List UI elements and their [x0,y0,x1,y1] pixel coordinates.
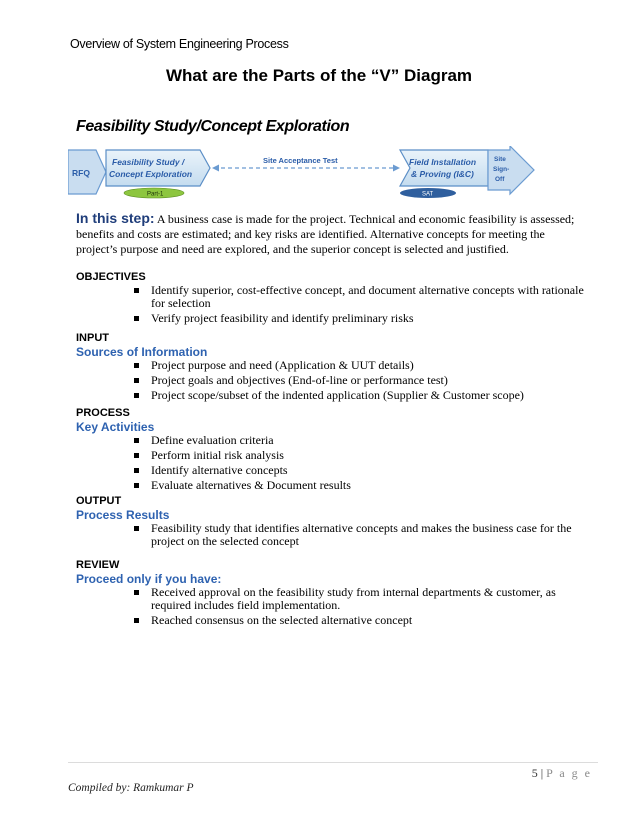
intro-lead: In this step: [76,210,155,226]
process-list [76,434,586,492]
page-number [532,766,592,781]
list-item [76,479,586,492]
bullet-square-icon [134,453,139,458]
bullet-square-icon [134,618,139,623]
bullet-square-icon [134,590,139,595]
bullet-square-icon [134,526,139,531]
page-separator: | [540,766,544,780]
list-item-text: Project goals and objectives (End-of-line or performance test) [151,373,448,387]
page-number-value: 5 [531,766,538,780]
compiled-by: Compiled by: Ramkumar P [68,782,194,794]
list-item [76,522,586,548]
process-section [76,406,586,494]
running-header: Overview of System Engineering Process [70,37,289,51]
bullet-square-icon [134,468,139,473]
signoff-line1: Site [494,156,506,163]
page-word: P a g e [546,766,592,780]
field-installation-box [400,150,488,186]
process-subheading: Key Activities [76,420,155,434]
list-item [76,464,586,477]
rfq-label: RFQ [72,168,90,178]
field-box-line2: & Proving (I&C) [411,169,474,179]
feasibility-box-line2: Concept Exploration [109,169,193,179]
sat-label: SAT [422,191,434,198]
intro-paragraph [76,211,576,257]
dashed-arrowhead-right [393,165,400,172]
list-item [76,434,586,447]
bullet-square-icon [134,393,139,398]
list-item-text: Perform initial risk analysis [151,448,284,462]
input-subheading: Sources of Information [76,345,208,359]
list-item-text: Evaluate alternatives & Document results [151,478,351,492]
site-acceptance-label: Site Acceptance Test [263,156,338,165]
process-heading: PROCESS [76,407,130,419]
bullet-square-icon [134,438,139,443]
list-item-text: Verify project feasibility and identify preliminary risks [151,311,414,325]
field-box-line1: Field Installation [409,157,477,167]
review-subheading: Proceed only if you have: [76,572,222,586]
bullet-square-icon [134,363,139,368]
intro-text: A business case is made for the project. Technical and economic feasibility is assessed; benefits and costs are estimated; and key risks are identified. Alternative concepts for meeting the project’s purpose and need are explored, and the superior concept is selected and justified. [76,212,575,256]
review-heading: REVIEW [76,559,120,571]
input-heading: INPUT [76,332,109,344]
list-item-text: Project scope/subset of the indented application (Supplier & Customer scope) [151,388,524,402]
list-item-text: Define evaluation criteria [151,433,274,447]
bullet-square-icon [134,288,139,293]
list-item-text: Received approval on the feasibility study from internal departments & customer, as required includes field implementation. [151,585,556,612]
section-subtitle: Feasibility Study/Concept Exploration [76,118,350,135]
list-item-text: Identify alternative concepts [151,463,288,477]
list-item [76,614,586,627]
input-list [76,359,586,402]
page-title: What are the Parts of the “V” Diagram [165,66,473,85]
review-list [76,586,586,627]
feasibility-box-line1: Feasibility Study / [112,157,185,167]
list-item [76,284,586,310]
output-list [76,522,586,548]
list-item-text: Project purpose and need (Application & UUT details) [151,358,414,372]
review-section [76,558,586,629]
list-item [76,586,586,612]
footer-divider [68,762,598,763]
list-item-text: Feasibility study that identifies alternative concepts and makes the business case for the project on the selected concept [151,521,572,548]
bullet-square-icon [134,378,139,383]
signoff-line2: Sign- [493,166,510,173]
output-heading: OUTPUT [76,495,122,507]
list-item [76,374,586,387]
v-diagram-strip [68,146,542,200]
objectives-heading: OBJECTIVES [76,271,146,283]
objectives-list [76,284,586,325]
list-item-text: Reached consensus on the selected alternative concept [151,613,413,627]
part-label: Part-1 [147,191,164,198]
dashed-arrowhead-left [212,165,219,172]
output-subheading: Process Results [76,508,170,522]
feasibility-box [106,150,210,186]
output-section [76,494,586,550]
list-item [76,449,586,462]
list-item [76,359,586,372]
list-item [76,389,586,402]
bullet-square-icon [134,316,139,321]
bullet-square-icon [134,483,139,488]
list-item-text: Identify superior, cost-effective concept, and document alternative concepts with rationale for selection [151,283,584,310]
signoff-line3: Off [495,176,505,183]
objectives-section [76,270,586,327]
list-item [76,312,586,325]
input-section [76,331,586,404]
